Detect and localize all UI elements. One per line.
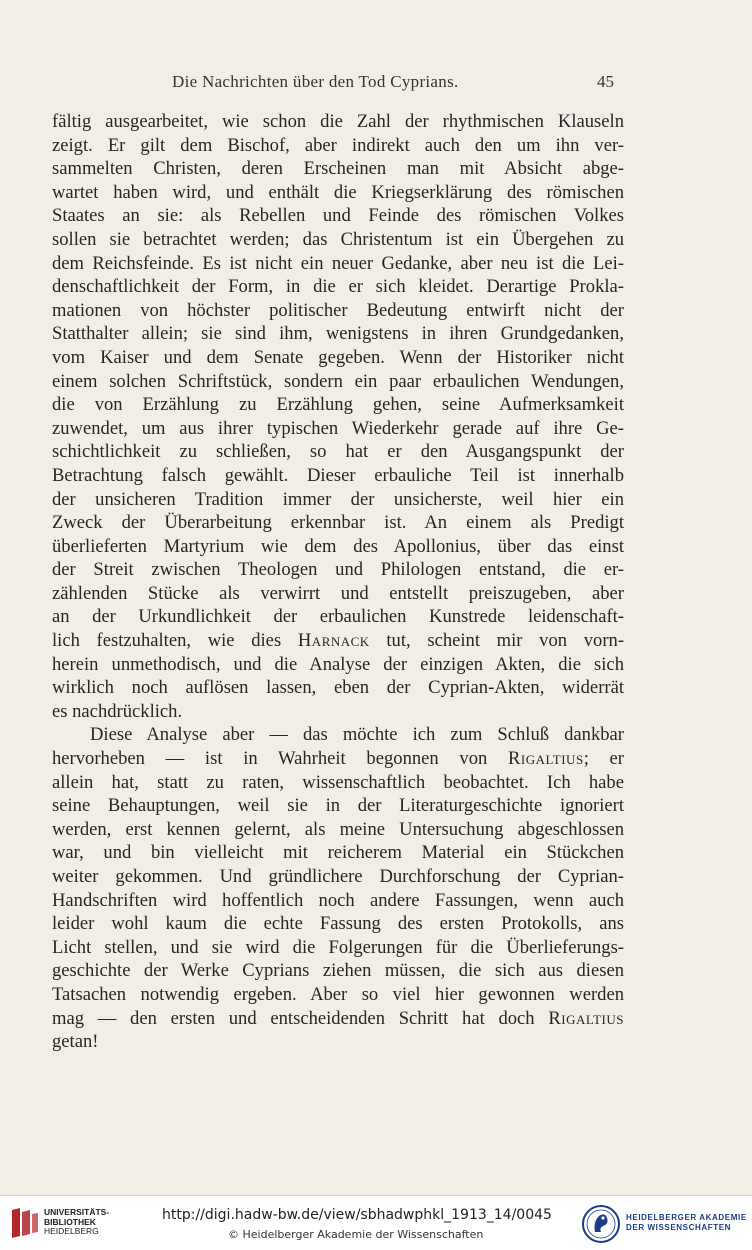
text-line: an der Urkundlichkeit der erbaulichen Kunstrede leidenschaft- (52, 606, 624, 628)
text-fragment: hervorheben — ist in Wahrheit begonnen von (52, 748, 488, 770)
text-line-harnack (52, 629, 624, 653)
text-line-rigaltius (52, 747, 624, 771)
text-line: werden, erst kennen gelernt, als meine Untersuchung abgeschlossen (52, 818, 624, 840)
text-line: getan! (52, 1031, 99, 1053)
text-line: Handschriften wird hoffentlich noch andere Fassungen, wenn auch (52, 889, 624, 911)
author-name-rigaltius: Rigaltius (548, 1007, 624, 1029)
text-line: geschichte der Werke Cyprians ziehen müssen, die sich aus diesen (52, 960, 624, 982)
page-number: 45 (597, 72, 614, 91)
text-line: die von Erzählung zu Erzählung gehen, seine Aufmerksamkeit (52, 394, 624, 416)
text-line: Licht stellen, und sie wird die Folgerungen für die Überlieferungs- (52, 936, 624, 958)
text-line: mationen von höchster politischer Bedeutung entwirft nicht der (52, 299, 624, 321)
text-line: Staates an sie: als Rebellen und Feinde des römischen Volkes (52, 205, 624, 227)
paragraph-1 (52, 110, 624, 723)
text-line-rigaltius-2 (52, 1007, 624, 1031)
text-line: wirklich noch auflösen lassen, eben der Cyprian-Akten, widerrät (52, 677, 624, 699)
text-line: war, und bin vielleicht mit reicherem Material ein Stückchen (52, 842, 624, 864)
running-title: Die Nachrichten über den Tod Cyprians. (172, 72, 459, 91)
text-line: sollen sie betrachtet werden; das Christentum ist ein Übergehen zu (52, 228, 624, 250)
footer-bar (0, 1195, 752, 1250)
text-line: einem solchen Schriftstück, sondern ein paar erbaulichen Wendungen, (52, 370, 624, 392)
text-fragment: tut, scheint mir von vorn- (386, 630, 624, 652)
text-line: zeigt. Er gilt dem Bischof, aber indirekt auch den um ihn ver- (52, 134, 624, 156)
hadw-line-1: HEIDELBERGER AKADEMIE (626, 1213, 747, 1222)
text-line: denschaftlichkeit der Form, in die er sich kleidet. Derartige Prokla- (52, 276, 624, 298)
text-line: sammelten Christen, deren Erscheinen man mit Absicht abge- (52, 158, 624, 180)
text-line: der Streit zwischen Theologen und Philologen entstand, die er- (52, 559, 624, 581)
text-line: seine Behauptungen, weil sie in der Literaturgeschichte ignoriert (52, 795, 624, 817)
text-line: Diese Analyse aber — das möchte ich zum Schluß dankbar (90, 724, 624, 746)
text-line: überlieferten Martyrium wie dem des Apollonius, über das einst (52, 535, 624, 557)
running-head (0, 72, 752, 96)
text-line: Betrachtung falsch gewählt. Dieser erbauliche Teil ist innerhalb (52, 464, 624, 486)
text-line: vom Kaiser und dem Senate gegeben. Wenn der Historiker nicht (52, 346, 624, 368)
text-line: Statthalter allein; sie sind ihm, wenigstens in ihren Grundgedanken, (52, 323, 624, 345)
text-line: leider wohl kaum die echte Fassung des ersten Protokolls, ans (52, 913, 624, 935)
author-name-rigaltius: Rigaltius (508, 748, 584, 770)
text-fragment: lich festzuhalten, wie dies (52, 630, 282, 652)
text-line: allein hat, statt zu raten, wissenschaftlich beobachtet. Ich habe (52, 771, 624, 793)
body-text (52, 110, 624, 1054)
permalink-url[interactable]: http://digi.hadw-bw.de/view/sbhadwphkl_1913_14/0045 (162, 1207, 552, 1223)
text-line: der unsicheren Tradition immer der unsicherste, weil hier ein (52, 488, 624, 510)
text-line: es nachdrücklich. (52, 700, 183, 722)
text-line: zählenden Stücke als verwirrt und entstellt preiszugeben, aber (52, 582, 624, 604)
hadw-line-2: DER WISSENSCHAFTEN (626, 1223, 732, 1232)
text-line: fältig ausgearbeitet, wie schon die Zahl der rhythmischen Klauseln (52, 111, 624, 132)
author-name-harnack: Harnack (297, 630, 370, 652)
ub-line-1: UNIVERSITÄTS- (44, 1207, 110, 1217)
hadw-name[interactable] (626, 1213, 747, 1233)
copyright-notice: © Heidelberger Akademie der Wissenschaften (228, 1228, 484, 1241)
ub-heidelberg-logo-icon[interactable] (8, 1204, 42, 1242)
text-line: schichtlichkeit zu schließen, so hat er den Ausgangspunkt der (52, 441, 624, 463)
text-line: weiter gekommen. Und gründlichere Durchforschung der Cyprian- (52, 866, 624, 887)
text-line: wartet haben wird, und enthält die Kriegserklärung des römischen (52, 181, 624, 203)
text-line: dem Reichsfeinde. Es ist nicht ein neuer Gedanke, aber neu ist die Lei- (52, 252, 624, 274)
text-line: Tatsachen notwendig ergeben. Aber so viel hier gewonnen werden (52, 983, 624, 1005)
ub-heidelberg-name[interactable] (44, 1208, 109, 1237)
text-fragment: mag — den ersten und entscheidenden Schritt hat doch (52, 1007, 535, 1029)
ub-line-3: HEIDELBERG (44, 1226, 99, 1236)
hadw-seal-icon[interactable] (581, 1204, 621, 1244)
text-line: Zweck der Überarbeitung erkennbar ist. An einem als Predigt (52, 512, 624, 534)
text-line: zuwendet, um aus ihrer typischen Wiederkehr gerade auf ihre Ge- (52, 417, 624, 439)
text-fragment: ; er (583, 748, 624, 770)
paragraph-2 (52, 723, 624, 1053)
ub-line-2: BIBLIOTHEK (44, 1216, 96, 1227)
text-line: herein unmethodisch, und die Analyse der einzigen Akten, die sich (52, 653, 624, 675)
